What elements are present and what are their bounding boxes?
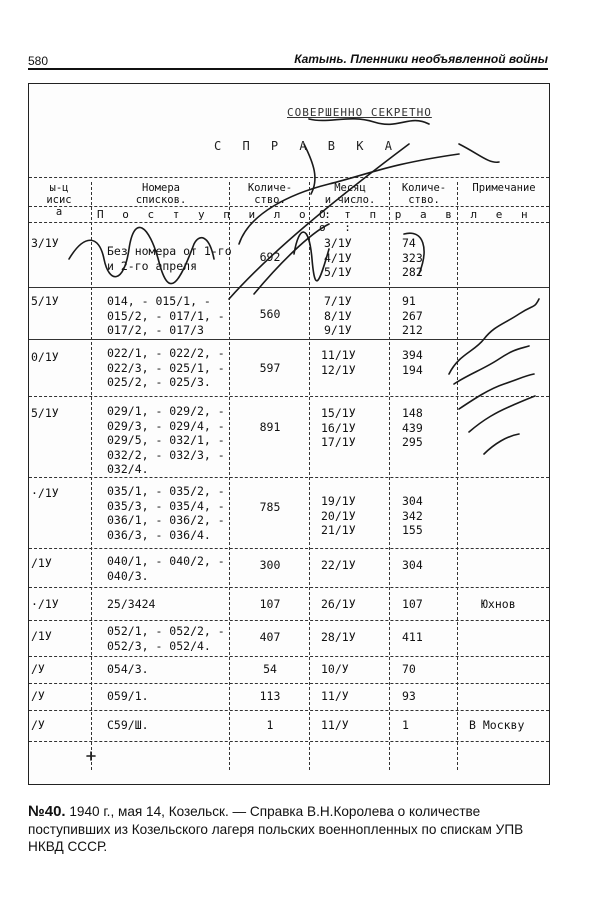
column-divider [457,182,458,770]
row-qty-in: 785 [259,500,281,514]
row-qty-in: 891 [259,420,281,434]
row-date: /У [31,689,45,703]
column-divider [309,182,310,770]
row-rule [29,477,549,478]
row-qty-in: 54 [263,662,277,676]
col-header-date: ы-ц исис а [46,182,72,218]
margin-note [454,346,529,384]
caption-text: 1940 г., мая 14, Козельск. — Справка В.Н.Королева о количестве поступивших из Козельского лагеря польских военнопленных по спискам УПВ НКВД СССР. [28,804,524,854]
row-lists: 035/1, - 035/2, - 035/3, - 035/4, - 036/1, - 036/2, - 036/3, - 036/4. [107,484,225,542]
row-date: 3/1У [31,236,59,250]
row-days: 19/1У 20/1У 21/1У [321,494,356,537]
row-qty-out: 74 323 282 [402,236,423,279]
row-date: ·/1У [31,486,59,500]
row-qty-in: 107 [259,597,281,611]
row-lists: 029/1, - 029/2, - 029/3, - 029/4, - 029/5, - 032/1, - 032/2, - 032/3, - 032/4. [107,404,225,476]
row-note: Юхнов [481,597,516,611]
col-header-qty-in: Количе- ство. [247,182,293,206]
scanned-document [28,83,550,785]
row-days: 11/У [321,689,349,703]
page-number: 580 [28,54,49,68]
row-lists: 014, - 015/1, - 015/2, - 017/1, - 017/2, - 017/3 [107,294,225,337]
row-qty-out: 394 194 [402,348,423,377]
row-days: 11/У [321,718,349,732]
row-rule [29,396,549,397]
page-header [28,50,548,70]
row-rule [29,287,549,288]
row-days: 10/У [321,662,349,676]
secrecy-stamp: СОВЕРШЕННО СЕКРЕТНО [287,106,432,119]
document-title: С П Р А В К А [214,139,399,153]
row-lists: 022/1, - 022/2, - 022/3, - 025/1, - 025/2, - 025/3. [107,346,225,389]
row-lists: Без номера от 1-го и 2-го апреля [107,244,232,273]
row-note: В Москву [469,718,525,732]
row-date: /1У [31,629,52,643]
column-divider [389,182,390,770]
row-qty-in: 300 [259,558,281,572]
row-days: 26/1У [321,597,356,611]
running-title: Катынь. Пленники необъявленной войны [294,52,548,66]
row-lists: 25/3424 [107,597,156,611]
document-caption [28,803,560,856]
row-days: 11/1У 12/1У [321,348,356,377]
row-date: ·/1У [31,597,59,611]
row-lists: 052/1, - 052/2, - 052/3, - 052/4. [107,624,225,653]
row-qty-out: 107 [402,597,423,611]
margin-note [484,434,519,454]
row-qty-out: 148 439 295 [402,406,423,449]
row-rule [29,741,549,742]
row-date: 5/1У [31,294,59,308]
header-rule [29,177,549,178]
col-header-qty-out: Количе- ство. [401,182,447,206]
row-days: 28/1У [321,630,356,644]
header-rule [29,206,549,207]
row-qty-out: 304 342 155 [402,494,423,537]
row-qty-in: 407 [259,630,281,644]
row-days: 7/1У 8/1У 9/1У [324,294,352,337]
row-qty-in: 692 [259,250,281,264]
section-sent: О т п р а в л е н о : [319,208,534,234]
row-qty-out: 1 [402,718,409,732]
row-qty-in: 597 [259,361,281,375]
row-date: 0/1У [31,350,59,364]
column-divider [91,182,92,770]
col-header-note: Примечание [472,182,536,194]
margin-note [449,299,539,374]
row-date: /У [31,662,45,676]
row-rule [29,710,549,711]
row-qty-out: 93 [402,689,416,703]
row-lists: 059/1. [107,689,149,703]
row-date: /1У [31,556,52,570]
row-qty-out: 304 [402,558,423,572]
stamp-scribble [309,119,429,125]
row-rule [29,656,549,657]
row-qty-in: 113 [259,689,281,703]
row-qty-in: 560 [259,307,281,321]
row-date: /У [31,718,45,732]
row-rule [29,548,549,549]
section-received: П о с т у п и л о : [97,208,337,221]
row-qty-out: 411 [402,630,423,644]
col-header-lists: Номера списков. [135,182,187,206]
row-lists: 040/1, - 040/2, - 040/3. [107,554,225,583]
margin-note [469,396,535,432]
row-qty-out: 91 267 212 [402,294,423,337]
row-rule [29,683,549,684]
row-rule [29,587,549,588]
curve-stroke [459,144,499,162]
row-days: 3/1У 4/1У 5/1У [324,236,352,279]
col-header-days: Месяц и число. [324,182,376,206]
margin-note [459,374,534,409]
row-rule [29,339,549,340]
row-date: 5/1У [31,406,59,420]
row-qty-in: 1 [266,718,274,732]
caption-number: №40. [28,803,66,820]
row-lists: С59/Ш. [107,718,149,732]
row-days: 15/1У 16/1У 17/1У [321,406,356,449]
row-rule [29,620,549,621]
row-days: 22/1У [321,558,356,572]
row-qty-out: 70 [402,662,416,676]
row-lists: 054/3. [107,662,149,676]
